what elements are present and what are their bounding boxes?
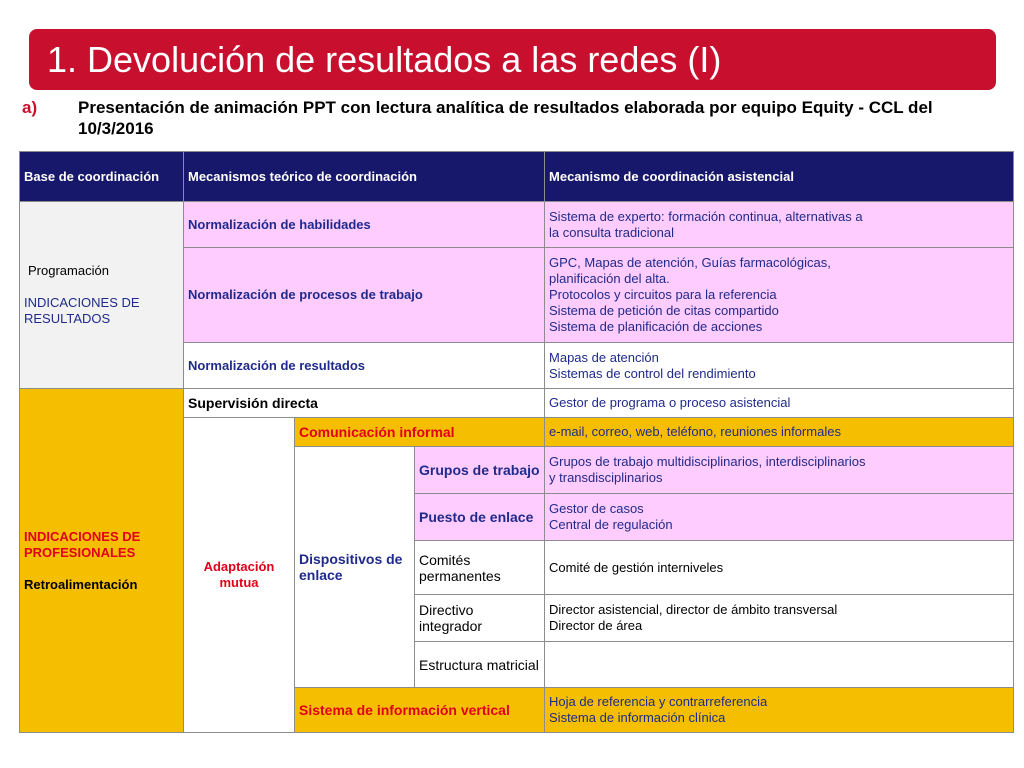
- device-comites-permanentes: Comités permanentes: [415, 541, 545, 595]
- mech-supervision-directa: Supervisión directa: [184, 389, 545, 418]
- table-row: [20, 389, 1014, 418]
- detail-line: Director de área: [549, 618, 643, 633]
- retro-indicators: INDICACIONES DE PROFESIONALES: [24, 528, 141, 560]
- mech-normalizacion-procesos: Normalización de procesos de trabajo: [184, 248, 545, 343]
- detail-grupos-trabajo: [545, 447, 1014, 494]
- detail-supervision-directa: Gestor de programa o proceso asistencial: [545, 389, 1014, 418]
- slide-title-bar: [29, 29, 996, 90]
- detail-line: planificación del alta.: [549, 271, 670, 286]
- device-grupos-trabajo: Grupos de trabajo: [415, 447, 545, 494]
- detail-line: Director asistencial, director de ámbito transversal: [549, 602, 838, 617]
- detail-sistema-informacion: [545, 688, 1014, 733]
- detail-line: Sistemas de control del rendimiento: [549, 365, 756, 381]
- adaptacion-mutua: Adaptación mutua: [184, 418, 295, 733]
- retro-label: Retroalimentación: [24, 576, 138, 592]
- detail-comunicacion-informal: e-mail, correo, web, teléfono, reuniones informales: [545, 418, 1014, 447]
- detail-line: Sistema de planificación de acciones: [549, 319, 763, 334]
- detail-line: y transdisciplinarios: [549, 470, 663, 485]
- device-puesto-enlace: Puesto de enlace: [415, 494, 545, 541]
- detail-line: Sistema de información clínica: [549, 710, 726, 725]
- detail-line: GPC, Mapas de atención, Guías farmacológicas,: [549, 255, 831, 270]
- mech-sistema-informacion: Sistema de información vertical: [295, 688, 545, 733]
- header-teorico: Mecanismos teórico de coordinación: [184, 152, 545, 202]
- subtitle-marker: a): [22, 98, 38, 117]
- base-retroalimentacion: [20, 389, 184, 733]
- detail-line: Hoja de referencia y contrarreferencia: [549, 694, 768, 709]
- programacion-label: Programación: [28, 263, 109, 278]
- detail-line: Grupos de trabajo multidisciplinarios, interdisciplinarios: [549, 454, 866, 469]
- device-estructura-matricial: Estructura matricial: [415, 642, 545, 688]
- detail-line: Protocolos y circuitos para la referencia: [549, 287, 777, 302]
- detail-comites-permanentes: [545, 541, 1014, 595]
- coordination-table: [19, 151, 1014, 733]
- dispositivos-enlace: Dispositivos de enlace: [295, 447, 415, 688]
- base-programacion: [20, 202, 184, 389]
- detail-line: Comité de gestión interniveles: [549, 559, 724, 575]
- table-header-row: [20, 152, 1014, 202]
- detail-line: Central de regulación: [549, 517, 673, 532]
- detail-normalizacion-habilidades: [545, 202, 1014, 248]
- detail-normalizacion-resultados: [545, 343, 1014, 389]
- device-directivo-integrador: Directivo integrador: [415, 595, 545, 642]
- detail-directivo-integrador: [545, 595, 1014, 642]
- table-row: [20, 202, 1014, 248]
- mech-normalizacion-habilidades: Normalización de habilidades: [184, 202, 545, 248]
- detail-puesto-enlace: [545, 494, 1014, 541]
- programacion-indicators: INDICACIONES DE RESULTADOS: [24, 295, 140, 326]
- subtitle-text: Presentación de animación PPT con lectura analítica de resultados elaborada por equipo Equity - CCL del 10/3/2016: [78, 98, 933, 138]
- detail-estructura-matricial: [545, 642, 1014, 688]
- header-base: Base de coordinación: [20, 152, 184, 202]
- detail-line: Sistema de petición de citas compartido: [549, 303, 779, 318]
- mech-comunicacion-informal: Comunicación informal: [295, 418, 545, 447]
- slide-title: 1. Devolución de resultados a las redes (I): [47, 38, 722, 80]
- detail-line: Gestor de casos: [549, 501, 644, 516]
- header-asistencial: Mecanismo de coordinación asistencial: [545, 152, 1014, 202]
- mech-normalizacion-resultados: Normalización de resultados: [184, 343, 545, 389]
- detail-normalizacion-procesos: [545, 248, 1014, 343]
- detail-line: Mapas de atención: [549, 349, 659, 365]
- detail-line: la consulta tradicional: [549, 224, 675, 240]
- detail-line: Sistema de experto: formación continua, alternativas a: [549, 208, 863, 224]
